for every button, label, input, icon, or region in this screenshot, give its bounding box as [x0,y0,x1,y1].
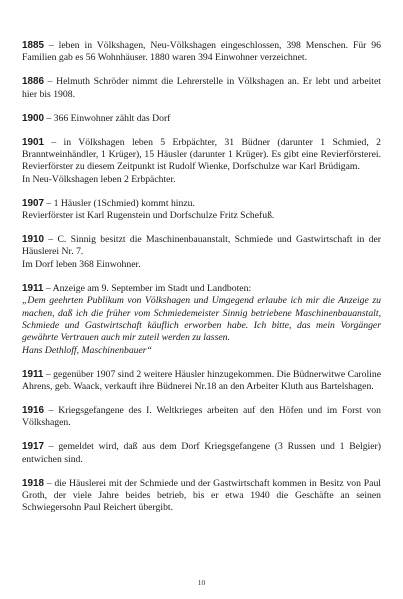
advertisement-signature: Hans Dethloff, Maschinenbauer“ [22,344,152,356]
entry-text [22,137,381,174]
entry-text [22,113,381,125]
page-number: 10 [197,578,206,587]
entry-year: 1917 [22,441,44,453]
entry-text [22,441,381,466]
entry-text [22,76,381,101]
entry-year: 1918 [22,477,44,489]
entry-body: – Anzeige am 9. September im Stadt und Landboten: [43,282,252,294]
entry-text [22,478,381,515]
entry-text [22,198,381,210]
entry-body: – die Häuslerei mit der Schmiede und der Gastwirtschaft kommen in Besitz von Paul Groth, der viele Jahre beides betrieb, bis er etwa 1940 die Geschäfte an seinen Schwiegersohn Paul Reichert übergibt. [22,477,381,514]
entry-text [22,234,381,259]
entry-1886 [22,76,381,101]
entry-body: – Helmuth Schröder nimmt die Lehrerstelle in Völkshagen an. Er lebt und arbeitet hier bis 1908. [22,76,381,100]
entry-body: – gegenüber 1907 sind 2 weitere Häusler hinzugekommen. Die Büdnerwitwe Caroline Ahrens, geb. Waack, verkauft ihre Büdnerei Nr.18 an den Arbeiter Kluth aus Bartelshagen. [22,368,381,393]
entry-year: 1911 [22,282,44,294]
entry-1917 [22,441,381,466]
entry-year: 1886 [22,76,44,88]
entry-1918 [22,478,381,515]
entry-body: – C. Sinnig besitzt die Maschinenbauanstalt, Schmiede und Gastwirtschaft in der Häuslerei Nr. 7. [22,233,381,258]
entry-body: – gemeldet wird, daß aus dem Dorf Kriegsgefangene (3 Russen und 1 Belgier) entwichen sind. [22,441,381,465]
entry-1916 [22,405,381,430]
entry-text [22,369,381,394]
entry-1910 [22,234,381,271]
entry-year: 1907 [22,197,44,209]
entry-year: 1910 [22,233,44,245]
entry-text-continued: Revierförster ist Karl Rugenstein und Dorfschulze Fritz Schefuß. [22,210,275,222]
entry-year: 1901 [22,136,44,148]
entry-text-continued: Im Dorf leben 368 Einwohner. [22,258,141,270]
entry-year: 1885 [22,40,44,51]
entry-1911 [22,369,381,394]
entry-1901 [22,137,381,187]
entry-body: – 366 Einwohner zählt das Dorf [43,112,171,124]
entry-body: – leben in Völkshagen, Neu-Völkshagen eingeschlossen, 398 Menschen. Für 96 Familien gab es 56 Wohnhäuser. 1880 waren 394 Einwohner verzeichnet. [22,40,381,64]
entry-1900 [22,113,381,125]
entry-body: – Kriegsgefangene des I. Weltkrieges arbeiten auf den Höfen und im Forst von Völkshagen. [22,404,381,429]
entry-text [22,40,381,65]
entry-year: 1911 [22,368,44,380]
entry-text [22,283,381,295]
entry-text-continued: In Neu-Völkshagen leben 2 Erbpächter. [22,173,176,185]
entry-body: – in Völkshagen leben 5 Erbpächter, 31 Büdner (darunter 1 Schmied, 2 Branntweinhändler, 1 Krüger), 15 Häusler (darunter 1 Krüger). Es gibt eine Revierförsterei. Revierförster zu diesem Zeitpunkt ist Rudolf Wienke, Dorfschulze war Karl Brüdigam. [22,136,381,173]
document-page [22,40,381,526]
entry-1911-advertisement [22,283,381,357]
entry-body: – 1 Häusler (1Schmied) kommt hinzu. [43,197,195,209]
entry-year: 1916 [22,404,44,416]
entry-1885 [22,40,381,65]
entry-year: 1900 [22,112,44,124]
entry-text [22,405,381,430]
entry-1907 [22,198,381,223]
advertisement-quote: „Dem geehrten Publikum von Völkshagen und Umgegend erlaube ich mir die Anzeige zu machen, daß ich die früher vom Schmiedemeister Sinnig betriebene Maschinenbauanstalt, Schmiede und Gastwirtschaft käuflich erworben habe. Ich bitte, das mein Vorgänger gewährte Vertrauen auch mir zuteil werden zu lassen. [22,295,381,344]
